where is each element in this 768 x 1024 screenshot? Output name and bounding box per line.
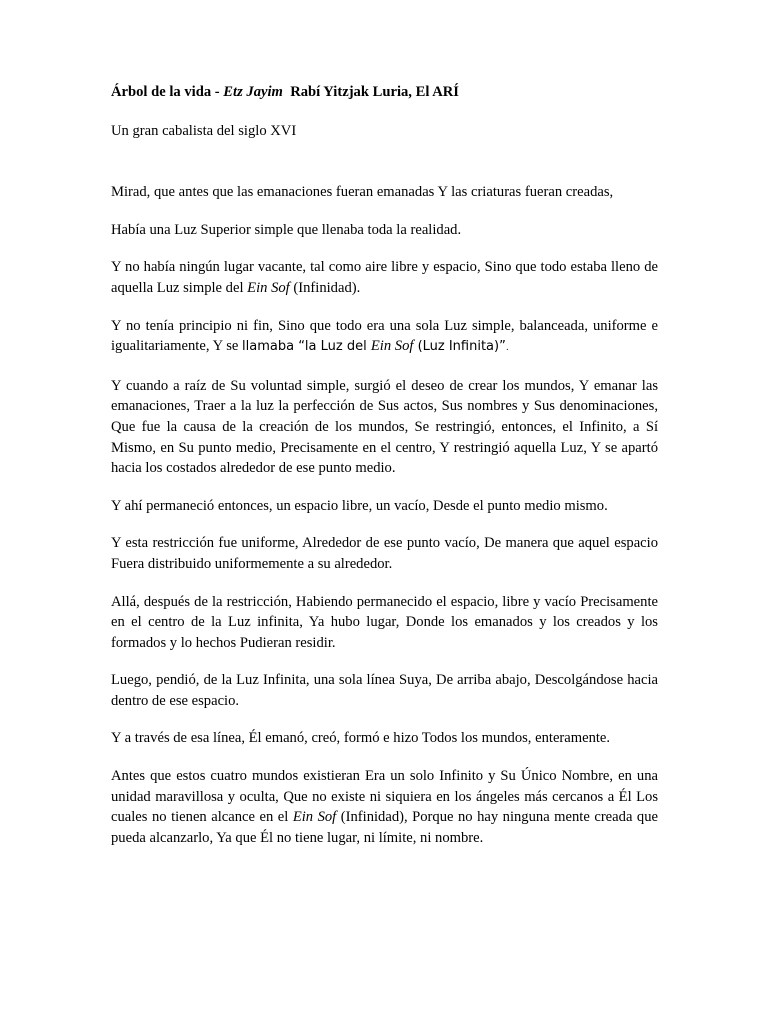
document-title (111, 82, 658, 103)
paragraph-3-italic: Ein Sof (247, 279, 290, 296)
paragraph-11 (111, 766, 658, 848)
paragraph-10: Y a través de esa línea, Él emanó, creó, formó e hizo Todos los mundos, enteramente. (111, 730, 611, 747)
paragraph-11-italic: Ein Sof (292, 809, 337, 826)
paragraph-4-text-a: Y no tenía principio ni fin, Sino que todo era una sola Luz simple, balanceada, uniforme e igualitariamente, Y se (111, 317, 658, 355)
paragraph-7: Y esta restricción fue uniforme, Alrededor de ese punto vacío, De manera que aquel espacio Fuera distribuido uniformemente a su alrededor. (111, 535, 658, 572)
document-subtitle: Un gran cabalista del siglo XVI (111, 122, 297, 139)
paragraph-8: Allá, después de la restricción, Habiendo permanecido el espacio, libre y vacío Precisamente en el centro de la Luz infinita, Ya hubo lugar, Donde los emanados y los creados y los formados y lo hechos Pudieran residir. (111, 593, 658, 651)
title-text-part1: Árbol de la vida - (111, 84, 224, 100)
paragraph-4-sans-2: (Luz Infinita)” (413, 339, 506, 355)
paragraph-9: Luego, pendió, de la Luz Infinita, una sola línea Suya, De arriba abajo, Descolgándose hacia dentro de ese espacio. (111, 672, 658, 709)
document-body (111, 82, 658, 848)
paragraph-4 (111, 316, 658, 359)
paragraph-11-text-b: (Infinidad), Porque no hay ninguna mente creada que pueda alcanzarlo, Ya que Él no tiene lugar, ni límite, ni nombre. (111, 809, 658, 846)
title-italic-text: Etz Jayim (223, 84, 283, 100)
paragraph-3-text-a: Y no había ningún lugar vacante, tal como aire libre y espacio, Sino que todo estaba lleno de aquella Luz simple del (111, 259, 658, 296)
paragraph-1: Mirad, que antes que las emanaciones fueran emanadas Y las criaturas fueran creadas, (111, 184, 614, 201)
paragraph-4-italic: Ein Sof (370, 338, 414, 355)
paragraph-6: Y ahí permaneció entonces, un espacio libre, un vacío, Desde el punto medio mismo. (111, 497, 608, 514)
paragraph-5: Y cuando a raíz de Su voluntad simple, surgió el deseo de crear los mundos, Y emanar las emanaciones, Traer a la luz la perfección de Sus actos, Sus nombres y Sus denominaciones, Que fue la causa de la creación de los mundos, Se restringió, entonces, el Infinito, a Sí Mismo, en Su punto medio, Precisamente en el centro, Y restringió aquella Luz, Y se apartó hacia los costados alrededor de ese punto medio. (111, 377, 658, 477)
paragraph-3-text-b: (Infinidad). (289, 279, 361, 296)
paragraph-4-dot: . (505, 343, 509, 354)
paragraph-4-sans-1: llamaba “la Luz del (242, 339, 371, 355)
title-text-part2: Rabí Yitzjak Luria, El ARÍ (282, 84, 459, 100)
paragraph-3 (111, 257, 658, 298)
paragraph-2: Había una Luz Superior simple que llenaba toda la realidad. (111, 221, 462, 238)
paragraph-11-text-a: Antes que estos cuatro mundos existieran Era un solo Infinito y Su Único Nombre, en una unidad maravillosa y oculta, Que no existe ni siquiera en los ángeles más cercanos a Él Los cuales no tienen alcance en el (111, 768, 658, 826)
